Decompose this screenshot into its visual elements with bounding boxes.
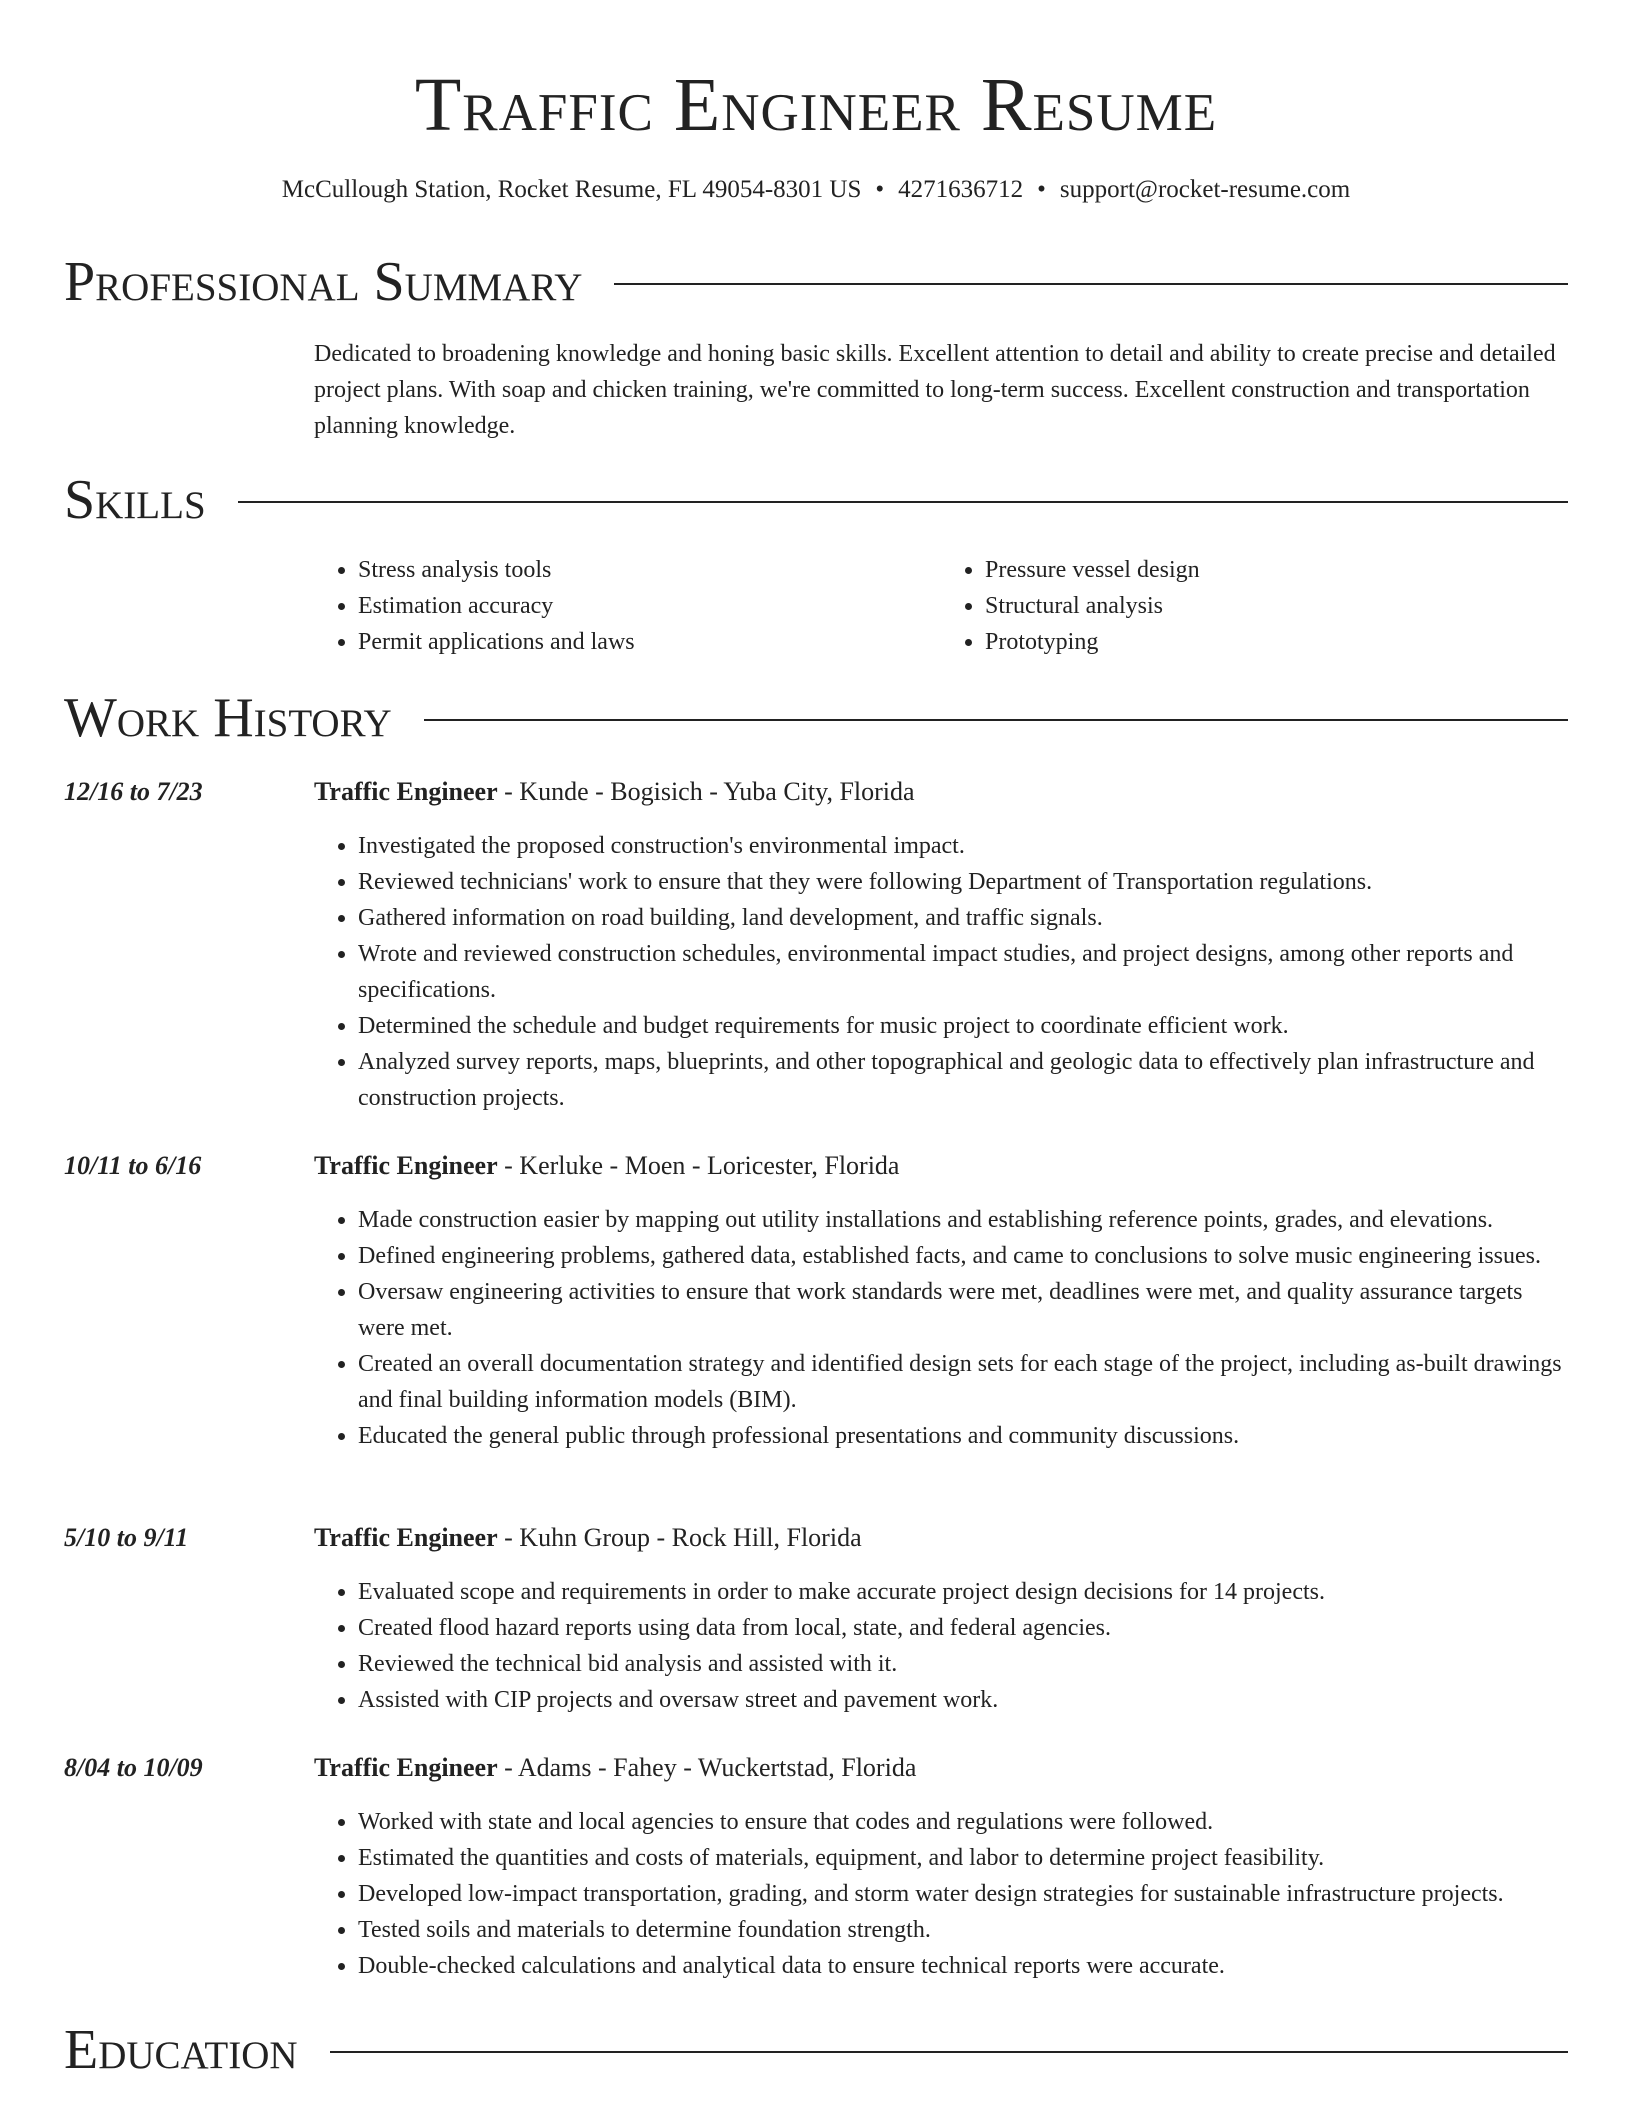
job-title-line [314, 1520, 1568, 1556]
job-bullet: • Reviewed the technical bid analysis and assisted with it. [358, 1646, 1568, 1682]
job-bullet: • Double-checked calculations and analytical data to ensure technical reports were accurate. [358, 1948, 1568, 1984]
job-bullet: • Investigated the proposed construction's environmental impact. [358, 828, 1568, 864]
education-section-header [64, 2018, 1568, 2082]
job-bullet: • Worked with state and local agencies to ensure that codes and regulations were followed. [358, 1804, 1568, 1840]
job-title-line [314, 774, 1568, 810]
job-bullet: • Wrote and reviewed construction schedules, environmental impact studies, and project designs, among other reports and specifications. [358, 936, 1568, 1008]
job-bullet: • Determined the schedule and budget requirements for music project to coordinate efficient work. [358, 1008, 1568, 1044]
contact-phone: 4271636712 [898, 176, 1024, 203]
skill-item: • Permit applications and laws [358, 624, 941, 660]
skill-item: • Estimation accuracy [358, 588, 941, 624]
skills-section-header [64, 468, 1568, 532]
job-bullet: • Evaluated scope and requirements in order to make accurate project design decisions for 14 projects. [358, 1574, 1568, 1610]
job-dates: 5/10 to 9/11 [64, 1523, 189, 1552]
job-employer: - Kerluke - Moen - Loricester, Florida [497, 1151, 900, 1180]
skill-item: • Structural analysis [985, 588, 1568, 624]
job-bullet: • Gathered information on road building, land development, and traffic signals. [358, 900, 1568, 936]
contact-separator: • [1037, 176, 1046, 203]
skill-item: • Pressure vessel design [985, 552, 1568, 588]
resume-title: Traffic Engineer Resume [414, 63, 1218, 147]
skills-column-right [941, 552, 1568, 660]
section-divider [424, 719, 1568, 721]
job-role: Traffic Engineer [314, 777, 498, 806]
job-bullets [314, 1804, 1568, 1984]
job-employer: - Adams - Fahey - Wuckertstad, Florida [497, 1753, 917, 1782]
job-dates: 8/04 to 10/09 [64, 1753, 203, 1782]
job-role: Traffic Engineer [314, 1523, 498, 1552]
job-bullet: • Created an overall documentation strategy and identified design sets for each stage of the project, including as-built drawings and final building information models (BIM). [358, 1346, 1568, 1418]
skills-list [314, 552, 1568, 660]
job-bullet: • Developed low-impact transportation, grading, and storm water design strategies for sustainable infrastructure projects. [358, 1876, 1568, 1912]
job-bullet: • Defined engineering problems, gathered data, established facts, and came to conclusions to solve music engineering issues. [358, 1238, 1568, 1274]
summary-heading: Professional Summary [64, 251, 583, 313]
job-bullet: • Analyzed survey reports, maps, blueprints, and other topographical and geologic data to effectively plan infrastructure and construction projects. [358, 1044, 1568, 1116]
job-title-line [314, 1148, 1568, 1184]
job-employer: - Kuhn Group - Rock Hill, Florida [497, 1523, 862, 1552]
section-divider [614, 283, 1568, 285]
job-bullet: • Educated the general public through professional presentations and community discussions. [358, 1418, 1568, 1454]
contact-separator: • [875, 176, 885, 203]
job-role: Traffic Engineer [314, 1753, 498, 1782]
job-bullet: • Created flood hazard reports using data from local, state, and federal agencies. [358, 1610, 1568, 1646]
contact-line [64, 172, 1568, 208]
summary-text: Dedicated to broadening knowledge and honing basic skills. Excellent attention to detail and ability to create precise and detailed project plans. With soap and chicken training, we're committed to long-term success. Excellent construction and transportation planning knowledge. [314, 341, 1556, 439]
job-bullet: • Oversaw engineering activities to ensure that work standards were met, deadlines were met, and quality assurance targets were met. [358, 1274, 1568, 1346]
contact-email[interactable]: support@rocket-resume.com [1059, 176, 1351, 203]
job-dates: 10/11 to 6/16 [64, 1151, 202, 1180]
summary-section-header [64, 250, 1568, 314]
job-bullets [314, 1574, 1568, 1718]
skill-item: • Stress analysis tools [358, 552, 941, 588]
skill-item: • Prototyping [985, 624, 1568, 660]
job-bullet: • Estimated the quantities and costs of materials, equipment, and labor to determine project feasibility. [358, 1840, 1568, 1876]
job-title-line [314, 1750, 1568, 1786]
contact-address: McCullough Station, Rocket Resume, FL 49054-8301 US [281, 176, 862, 203]
section-divider [238, 501, 1568, 503]
skills-column-left [314, 552, 941, 660]
job-employer: - Kunde - Bogisich - Yuba City, Florida [497, 777, 915, 806]
job-bullet: • Assisted with CIP projects and oversaw street and pavement work. [358, 1682, 1568, 1718]
job-bullet: • Reviewed technicians' work to ensure that they were following Department of Transportation regulations. [358, 864, 1568, 900]
work-heading: Work History [64, 687, 392, 749]
education-heading: Education [64, 2019, 298, 2081]
job-bullets [314, 1202, 1568, 1454]
section-divider [330, 2051, 1568, 2053]
work-section-header [64, 686, 1568, 750]
job-role: Traffic Engineer [314, 1151, 498, 1180]
job-dates: 12/16 to 7/23 [64, 777, 203, 806]
job-bullet: • Made construction easier by mapping out utility installations and establishing reference points, grades, and elevations. [358, 1202, 1568, 1238]
job-bullet: • Tested soils and materials to determine foundation strength. [358, 1912, 1568, 1948]
job-bullets [314, 828, 1568, 1116]
skills-heading: Skills [64, 469, 206, 531]
